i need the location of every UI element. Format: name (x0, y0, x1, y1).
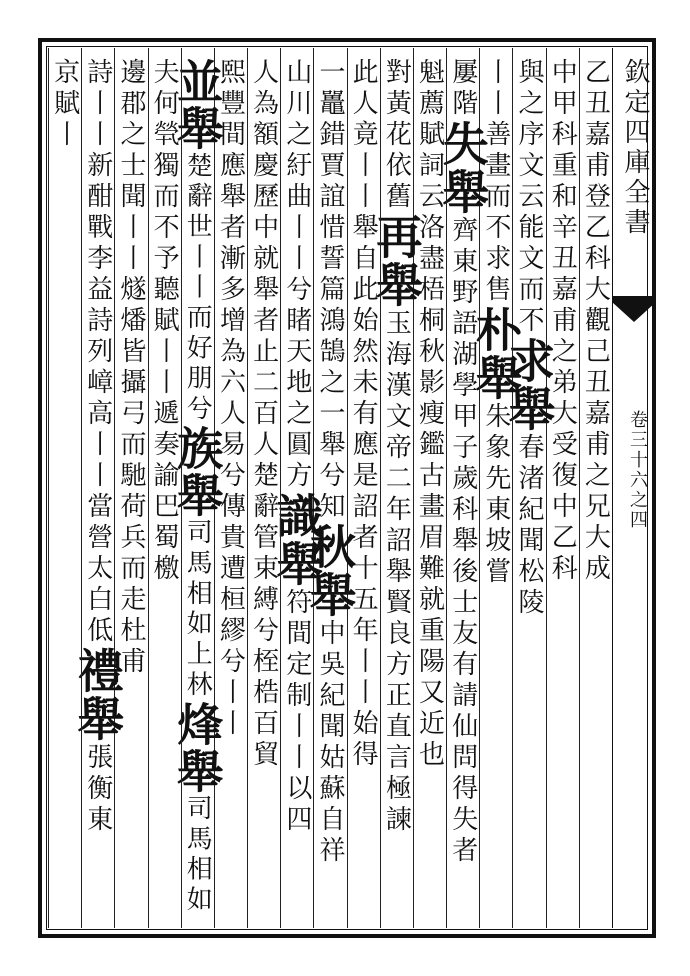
text-segment: 對黃花依舊 (381, 58, 412, 213)
headword: 再舉 (369, 213, 424, 309)
column-rule (48, 48, 49, 928)
text-column (246, 58, 282, 920)
book-title: 欽定四庫全書 (620, 58, 650, 238)
text-column (544, 58, 580, 920)
text-segment: 人為額慶歷中就舉者止二百人 (248, 58, 279, 461)
text-segment: 賦丨丨遞奏 (149, 306, 180, 461)
text-segment: 中甲科重和辛丑嘉甫之弟大受復中乙科 (547, 58, 578, 585)
text-segment: 中吳紀聞姑蘇自祥 (315, 619, 345, 867)
text-segment: 舉自此始然未有應是詔者十五年丨丨始得 (348, 213, 379, 771)
text-segment: 春渚紀聞松陵 (514, 433, 545, 619)
text-segment: 張衡東 (82, 743, 113, 836)
headword: 朴舉 (468, 306, 523, 402)
text-column (369, 58, 424, 920)
headword: 識舉 (269, 492, 324, 588)
text-segment: 一鼉錯賈誼惜誓篇鴻鵠之一舉兮知 (315, 58, 345, 523)
text-segment: 楚辭管束縛兮桎梏百貿 (248, 461, 279, 771)
headword: 烽舉 (170, 700, 225, 795)
headword: 失舉 (435, 120, 490, 216)
headword: 族舉 (170, 424, 225, 519)
text-segment: 司馬相如 (182, 794, 213, 916)
text-segment: 朱象先東坡嘗 (480, 402, 511, 588)
text-segment: 楚辭世丨丨而好朋兮 (182, 151, 213, 425)
text-column (170, 58, 225, 920)
text-segment: 諭巴蜀檄 (149, 461, 180, 585)
fishtail-mark (612, 296, 656, 324)
text-segment: 符間定制丨丨以四 (281, 588, 312, 836)
text-segment: 山川之紆曲丨丨兮睹天地之圓方 (281, 58, 312, 492)
text-segment: 屢階 (447, 58, 478, 120)
text-column (577, 58, 613, 920)
text-column (502, 58, 557, 920)
text-segment: 與之序文云能文而不 (514, 58, 545, 337)
text-segment: 夫何煢獨而不予聽 (149, 58, 180, 306)
text-column (303, 58, 357, 920)
text-column (146, 58, 182, 920)
text-segment: 丨丨善畫而不求售 (480, 58, 511, 306)
text-segment: 賦詞云洛盡梧桐秋影瘦鑑古畫眉難就重陽又近也 (414, 120, 445, 771)
text-column (47, 58, 83, 920)
text-segment: 此人竟丨丨 (348, 58, 379, 213)
text-segment: 易兮傳貴遭桓繆兮丨丨 (215, 430, 246, 740)
text-segment: 玉海漢文帝二年詔舉賢良方正直言極諫 (381, 309, 412, 836)
text-segment: 詩丨丨新酣戰李益詩列嶂高丨丨當營太白低 (82, 58, 113, 647)
text-segment: 魁薦 (414, 58, 445, 120)
text-segment: 齊東野語湖學甲子歲科舉後士友有請仙問得失者 (447, 216, 478, 867)
text-segment: 乙丑嘉甫登乙科大觀己丑嘉甫之兄大成 (580, 58, 611, 585)
headword: 禮舉 (70, 647, 125, 743)
text-column (70, 58, 125, 920)
headword: 求舉 (502, 337, 557, 433)
text-column (269, 58, 324, 920)
headword: 秋舉 (303, 523, 357, 619)
text-segment: 京賦丨 (49, 58, 80, 151)
text-segment: 熙豐間應舉者漸多增為六人 (215, 58, 246, 430)
text-segment: 司馬相如上林 (182, 518, 213, 701)
text-column (412, 58, 448, 920)
text-column (435, 58, 490, 920)
text-segment: 邊郡之士聞丨丨燧燔皆攝弓而馳荷兵而走杜甫 (115, 58, 146, 678)
text-column (345, 58, 381, 920)
headword: 並舉 (170, 58, 225, 152)
text-column (113, 58, 149, 920)
juan-number: 卷三十六之四 (627, 410, 648, 530)
